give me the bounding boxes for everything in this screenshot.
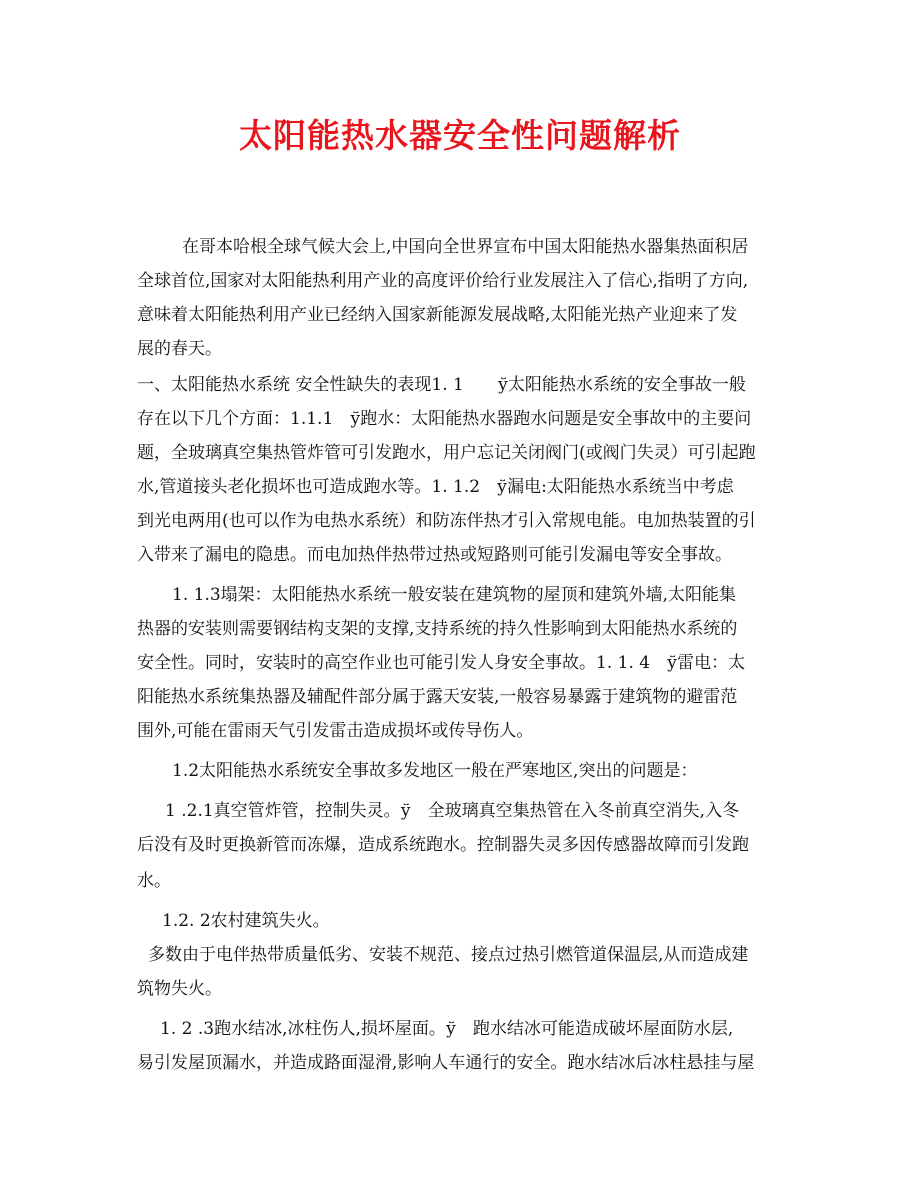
paragraph-line: 后没有及时更换新管而冻爆，造成系统跑水。控制器失灵多因传感器故障而引发跑 [137, 835, 749, 855]
paragraph-line: 1.2太阳能热水系统安全事故多发地区一般在严寒地区,突出的问题是： [172, 761, 698, 781]
paragraph-line: 筑物失火。 [137, 979, 222, 999]
document-title: 太阳能热水器安全性问题解析 [239, 116, 681, 155]
paragraph-line: 多数由于电伴热带质量低劣、安装不规范、接点过热引燃管道保温层,从而造成建 [148, 945, 749, 965]
paragraph-line: 阳能热水系统集热器及辅配件部分属于露天安装,一般容易暴露于建筑物的避雷范 [137, 687, 738, 707]
paragraph-line: 在哥本哈根全球气候大会上,中国向全世界宣布中国太阳能热水器集热面积居 [182, 237, 749, 257]
paragraph-line: 到光电两用(也可以作为电热水系统）和防冻伴热才引入常规电能。电加热装置的引 [137, 511, 756, 531]
paragraph-line: 展的春天。 [137, 339, 222, 359]
paragraph-line: 热器的安装则需要钢结构支架的支撑,支持系统的持久性影响到太阳能热水系统的 [137, 619, 738, 639]
paragraph-line: 安全性。同时，安装时的高空作业也可能引发人身安全事故。1. 1. 4 ў雷电：太 [137, 653, 746, 673]
paragraph-line: 1 .2.1真空管炸管，控制失灵。ў 全玻璃真空集热管在入冬前真空消失,入冬 [165, 801, 740, 821]
paragraph-line: 水,管道接头老化损坏也可造成跑水等。1. 1.2 ў漏电:太阳能热水系统当中考虑 [137, 477, 734, 497]
paragraph-line: 全球首位,国家对太阳能热利用产业的高度评价给行业发展注入了信心,指明了方向, [137, 271, 749, 291]
paragraph-line: 意味着太阳能热利用产业已经纳入国家新能源发展战略,太阳能光热产业迎来了发 [137, 305, 738, 325]
paragraph-line: 题，全玻璃真空集热管炸管可引发跑水，用户忘记关闭阀门(或阀门失灵）可引起跑 [137, 443, 756, 463]
paragraph-line: 入带来了漏电的隐患。而电加热伴热带过热或短路则可能引发漏电等安全事故。 [137, 545, 732, 565]
paragraph-line: 1.2. 2农村建筑失火。 [162, 911, 330, 931]
paragraph-line: 水。 [137, 871, 171, 891]
paragraph-line: 围外,可能在雷雨天气引发雷击造成损坏或传导伤人。 [137, 721, 534, 741]
paragraph-line: 1. 2 .3跑水结冰,冰柱伤人,损坏屋面。ў 跑水结冰可能造成破坏屋面防水层, [160, 1019, 734, 1039]
paragraph-line: 1. 1.3塌架：太阳能热水系统一般安装在建筑物的屋顶和建筑外墙,太阳能集 [172, 585, 737, 605]
paragraph-line: 存在以下几个方面：1.1.1 ў跑水：太阳能热水器跑水问题是安全事故中的主要问 [137, 409, 752, 429]
paragraph-line: 易引发屋顶漏水，并造成路面湿滑,影响人车通行的安全。跑水结冰后冰柱悬挂与屋 [137, 1053, 755, 1073]
paragraph-line: 一、太阳能热水系统 安全性缺失的表现1. 1 ў太阳能热水系统的安全事故一般 [137, 375, 746, 395]
